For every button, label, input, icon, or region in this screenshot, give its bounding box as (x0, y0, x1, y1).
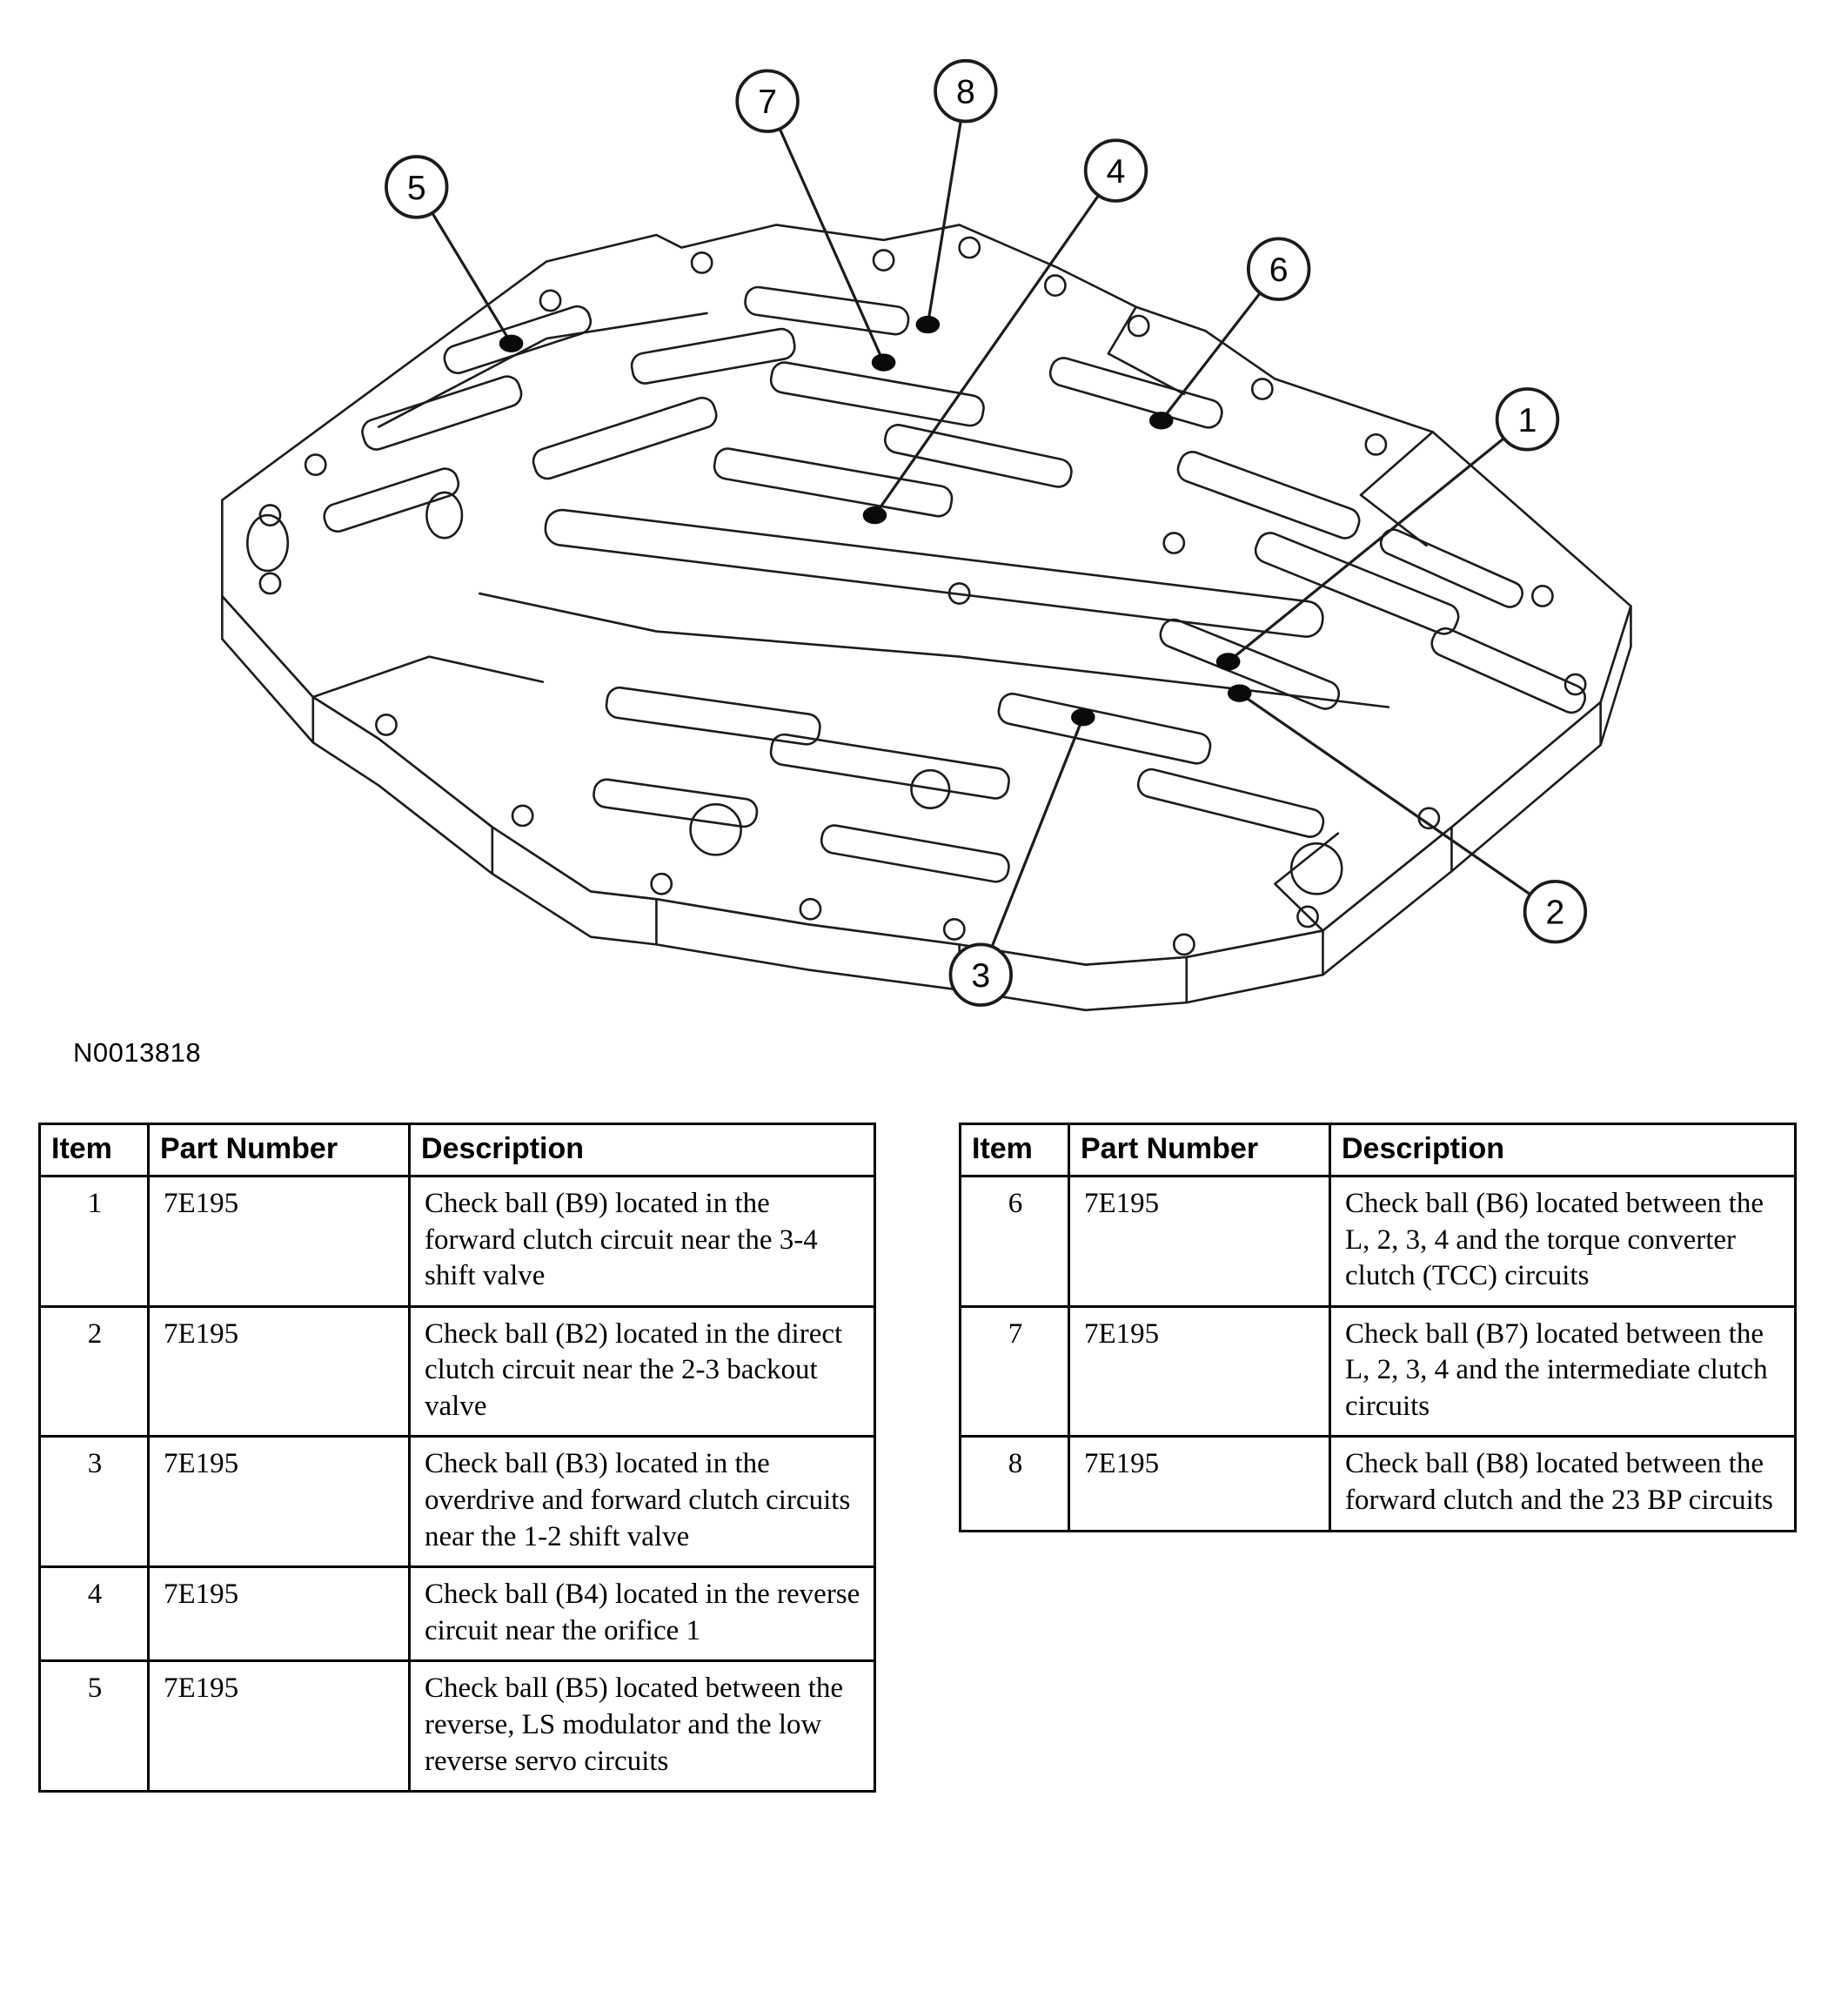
table-row (40, 1306, 875, 1437)
parts-table-items-6-8 (959, 1123, 1797, 1532)
figure-code: N0013818 (73, 1037, 202, 1068)
col-header-item: Item (961, 1124, 1069, 1176)
description-cell: Check ball (B5) located between the reverse, LS modulator and the low reverse servo circuits (410, 1661, 875, 1792)
table-row (40, 1567, 875, 1661)
part-number-cell: 7E195 (149, 1176, 410, 1307)
check-ball-dot (1217, 654, 1240, 670)
valve-body-art (222, 225, 1630, 1009)
check-ball-dot (916, 317, 939, 333)
table-row (40, 1661, 875, 1792)
col-header-description: Description (1330, 1124, 1796, 1176)
description-cell: Check ball (B4) located in the reverse circuit near the orifice 1 (410, 1567, 875, 1661)
item-cell: 5 (40, 1661, 149, 1792)
callout-number: 5 (406, 169, 426, 207)
part-number-cell: 7E195 (149, 1306, 410, 1437)
check-ball-dot (873, 354, 895, 371)
part-number-cell: 7E195 (149, 1661, 410, 1792)
col-header-description: Description (410, 1124, 875, 1176)
description-cell: Check ball (B9) located in the forward clutch circuit near the 3-4 shift valve (410, 1176, 875, 1307)
valve-body-top-face (222, 225, 1630, 964)
part-number-cell: 7E195 (1069, 1306, 1330, 1437)
description-cell: Check ball (B3) located in the overdrive and forward clutch circuits near the 1-2 shift valve (410, 1437, 875, 1567)
col-header-item: Item (40, 1124, 149, 1176)
col-header-part-number: Part Number (149, 1124, 410, 1176)
table-row (961, 1176, 1796, 1307)
item-cell: 3 (40, 1437, 149, 1567)
table-header-row (40, 1124, 875, 1176)
item-cell: 6 (961, 1176, 1069, 1307)
callout-number: 6 (1269, 251, 1289, 290)
table-row (961, 1437, 1796, 1531)
item-cell: 2 (40, 1306, 149, 1437)
item-cell: 4 (40, 1567, 149, 1661)
col-header-part-number: Part Number (1069, 1124, 1330, 1176)
part-number-cell: 7E195 (149, 1567, 410, 1661)
description-cell: Check ball (B6) located between the L, 2, 3, 4 and the torque converter clutch (TCC) circuits (1330, 1176, 1796, 1307)
part-number-cell: 7E195 (149, 1437, 410, 1567)
part-number-cell: 7E195 (1069, 1437, 1330, 1531)
parts-tables (0, 1123, 1848, 1793)
callout-number: 7 (758, 84, 777, 122)
parts-table-items-1-5 (38, 1123, 876, 1793)
part-number-cell: 7E195 (1069, 1176, 1330, 1307)
callout-number: 4 (1106, 152, 1126, 191)
description-cell: Check ball (B7) located between the L, 2, 3, 4 and the intermediate clutch circuits (1330, 1306, 1796, 1437)
table-row (40, 1437, 875, 1567)
callout-number: 3 (971, 957, 991, 995)
check-ball-dot (1229, 685, 1251, 701)
table-header-row (961, 1124, 1796, 1176)
item-cell: 8 (961, 1437, 1069, 1531)
check-ball-dot (863, 507, 886, 524)
check-ball-dot (1072, 709, 1095, 726)
item-cell: 1 (40, 1176, 149, 1307)
check-ball-dot (500, 335, 523, 352)
check-ball-dot (1150, 412, 1173, 429)
callout-number: 2 (1545, 894, 1565, 932)
callout-number: 8 (955, 73, 975, 111)
description-cell: Check ball (B8) located between the forward clutch and the 23 BP circuits (1330, 1437, 1796, 1531)
table-row (961, 1306, 1796, 1437)
item-cell: 7 (961, 1306, 1069, 1437)
table-row (40, 1176, 875, 1307)
callout-number: 1 (1517, 401, 1537, 439)
description-cell: Check ball (B2) located in the direct clutch circuit near the 2-3 backout valve (410, 1306, 875, 1437)
